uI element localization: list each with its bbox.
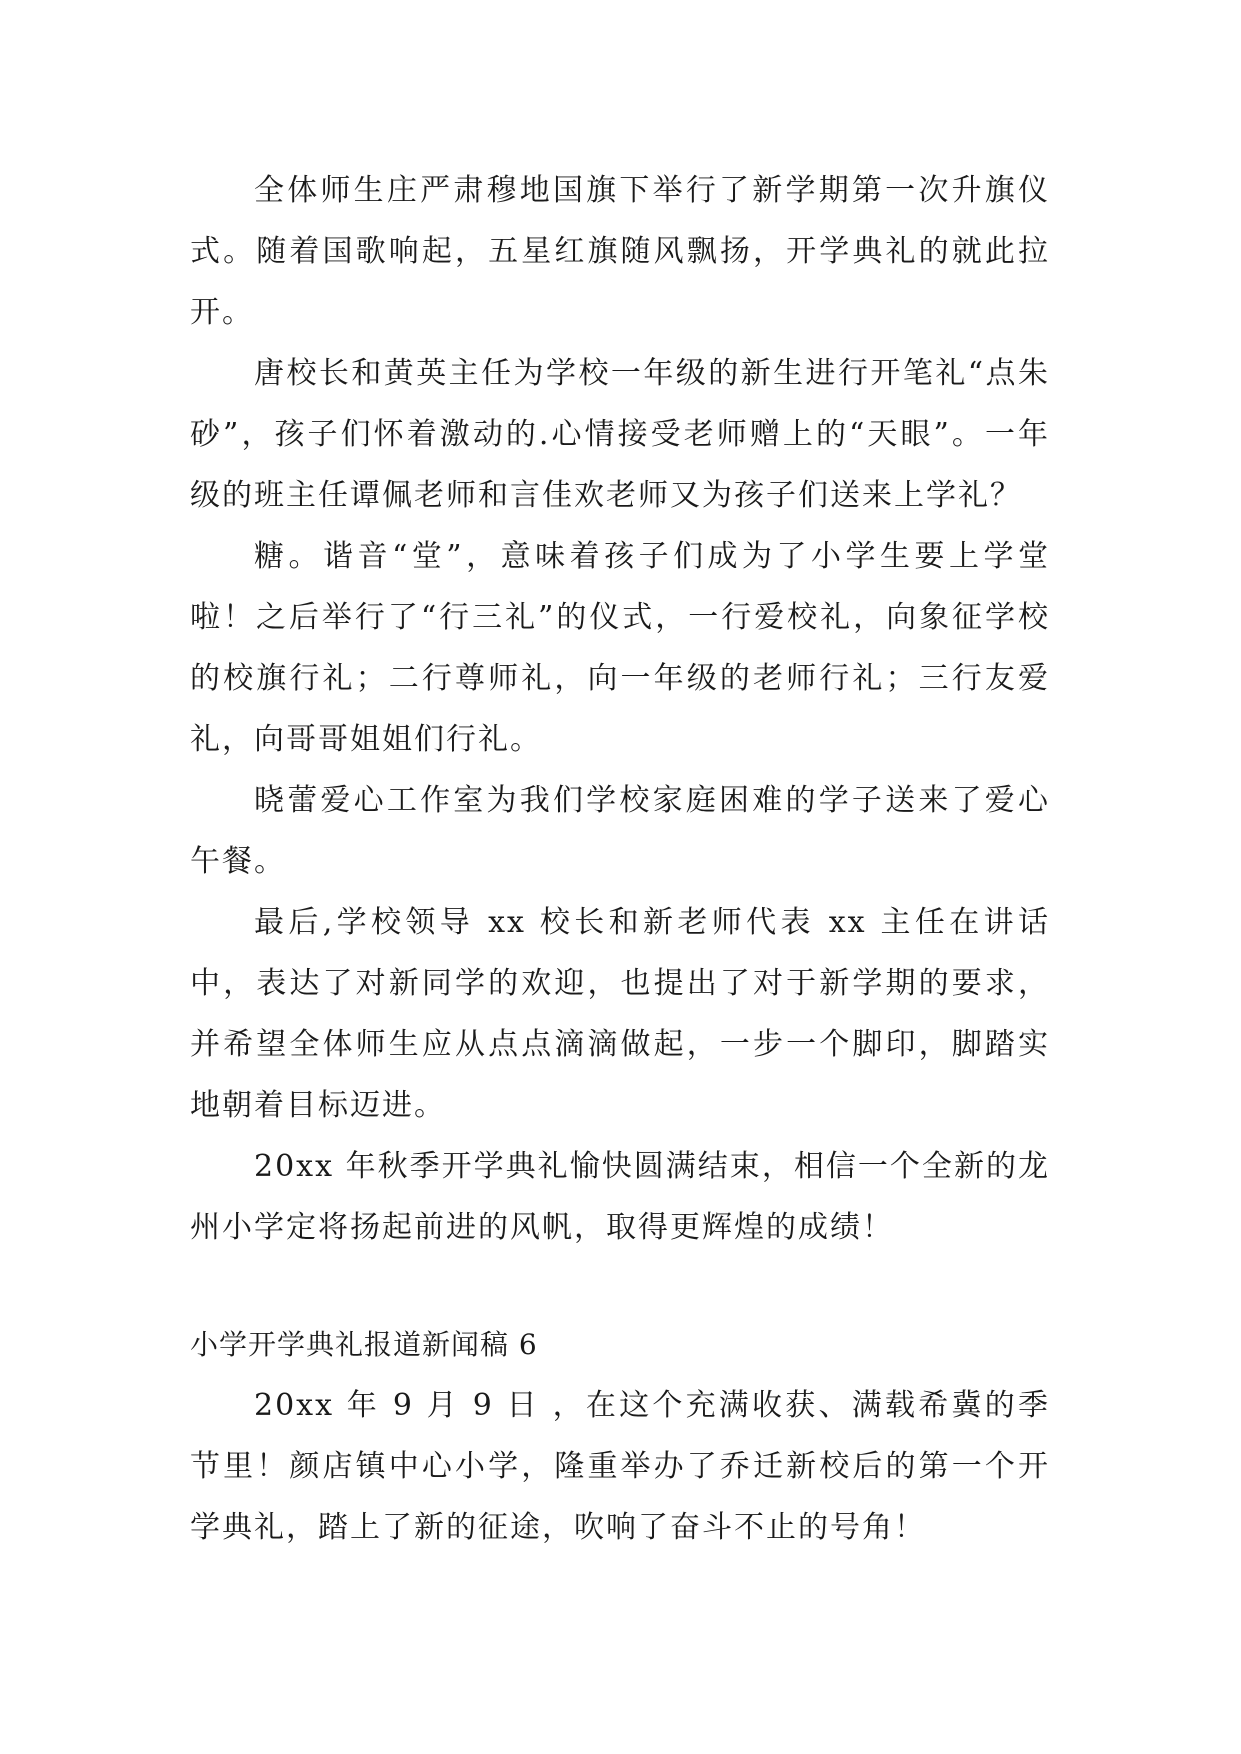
paragraph-charity-lunch: 晓蕾爱心工作室为我们学校家庭困难的学子送来了爱心午餐。 <box>190 783 1050 879</box>
paragraph-conclusion: 20xx 年秋季开学典礼愉快圆满结束，相信一个全新的龙州小学定将扬起前进的风帆，取得更辉煌的成绩！ <box>190 1149 1050 1245</box>
section-heading: 小学开学典礼报道新闻稿 6 <box>190 1328 538 1361</box>
paragraph-leader-speech: 最后,学校领导 xx 校长和新老师代表 xx 主任在讲话中，表达了对新同学的欢迎，也提出了对于新学期的要求，并希望全体师生应从点点滴滴做起，一步一个脚印，脚踏实地朝着目标迈进。 <box>190 905 1050 1123</box>
paragraph-three-rites: 糖。谐音“堂”，意味着孩子们成为了小学生要上学堂啦！之后举行了“行三礼”的仪式，一行爱校礼，向象征学校的校旗行礼；二行尊师礼，向一年级的老师行礼；三行友爱礼，向哥哥姐姐们行礼。 <box>190 539 1050 757</box>
paragraph-brush-ceremony: 唐校长和黄英主任为学校一年级的新生进行开笔礼“点朱砂”，孩子们怀着激动的.心情接受老师赠上的“天眼”。一年级的班主任谭佩老师和言佳欢老师又为孩子们送来上学礼？ <box>190 356 1050 513</box>
paragraph-new-section-intro: 20xx 年 9 月 9 日 ，在这个充满收获、满载希冀的季节里！颜店镇中心小学，隆重举办了乔迁新校后的第一个开学典礼，踏上了新的征途，吹响了奋斗不止的号角！ <box>190 1388 1050 1545</box>
paragraph-flag-raising: 全体师生庄严肃穆地国旗下举行了新学期第一次升旗仪式。随着国歌响起，五星红旗随风飘扬，开学典礼的就此拉开。 <box>190 173 1050 330</box>
document-body <box>190 160 1050 1558</box>
